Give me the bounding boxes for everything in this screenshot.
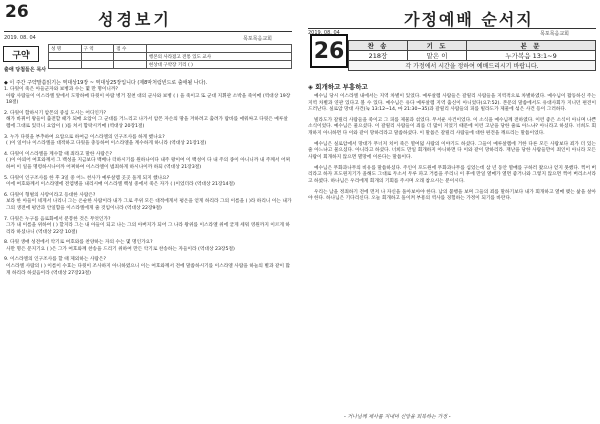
hymn-value: 218장: [349, 51, 408, 61]
question-passage: 보라 한 아들이 네게서 나리니 그는 온순한 사람이라 내가 그로 주위 모든 대적에게서 평온을 얻게 하리라 그의 이름을 ( )라 하리니 이는 내가 그의 생전에 평안과 안일함을 이스라엘에게 줄 것임이니라 (역대상 22장9절): [6, 199, 292, 211]
question-passage: ( )이 일어나 이스라엘을 대적하고 다윗을 충동하여 이스라엘을 계수하게 하니라 (역대상 21장1절): [6, 141, 207, 147]
question-item: [4, 111, 292, 131]
article-paragraph: 예수님 당시 이스라엘 내에서는 지역 차별이 있었다. 예루살렘 사람들은 갈릴리 사람들을 지역적으로 차별하였다. 예수님이 활동하신 주는 지역 차별과 연관 있다고 볼 수 있다. 예수님은 유다 예루살렘 지역 출신이 아니었다(요7:52). 본문의 말씀에서도 유대사회가 지니던 편견이 드러난다. 실로암 망대 사건(눅 13:12~14, 마 21:30~35)과 갈릴리 사람들의 피를 빌라도가 제물에 섞은 사건 등이 그러하다.: [308, 94, 596, 112]
question-item: [4, 135, 292, 148]
section-label: 구약: [3, 46, 39, 62]
question-passage: 그가 내 이름을 위하여 ( ) 할지라 그는 내 아들이 되고 나는 그의 아버지가 되어 그 나라 왕위를 이스라엘 위에 굳게 세워 영원까지 이르게 하리라 하셨나니 (역대상 22장 10절): [6, 223, 290, 235]
worship-order-header: [349, 41, 596, 51]
question-item: [4, 193, 292, 213]
notice: [4, 66, 292, 86]
question-passage: 이에 여호와께서 이스라엘에 전염병을 내리시매 이스라엘 백성 중에서 죽은 자가 ( )이었더라 (역대상 21장14절): [6, 182, 235, 188]
question-item: [4, 217, 292, 237]
question-item: [4, 257, 292, 277]
question-passage: ( )이 아뢰어 여호와께서 그 백성을 지금보다 백배나 더하시기를 원하나이다 내주 왕이여 이 백성이 다 내 주의 종이 아니니까 내 주께서 어찌하여 이 일을 명령하시나이까 어찌하여 이스라엘이 범죄하게 하시나이까 하되 (역대상 21장3절): [6, 158, 290, 170]
left-church: 목포목음교회: [243, 36, 272, 42]
header-scripture: 본 문: [467, 41, 596, 51]
question-item: [4, 176, 292, 189]
question-item: [4, 87, 292, 107]
bible-quiz-page: [0, 0, 296, 424]
question-text: 6. 다윗이 형벌의 사랑이라고 등대한 사람은?: [4, 192, 96, 198]
grade-header-cell: 성 명: [49, 45, 82, 53]
right-date: 2019. 08. 04: [308, 30, 340, 36]
question-text: 2. 다윗이 합하시기 암몬의 중심 도시는 어디인가?: [4, 110, 106, 116]
worship-order-row: [349, 51, 596, 61]
article-paragraph: 예수님은 실로암에서 망대가 무너져 치어 죽은 열여덟 사람의 이야기도 하셨다. 그들이 예루살렘에 거한 다른 모든 사람보다 죄가 더 있는 줄 아느냐고 물으셨다. 아니라고 하셨다. 너희도 만일 회개하지 아니하면 다 이와 같이 망하리라. 재난을 당한 사람들만이 죄인이 아니라 모든 사람이 회개하지 않으면 멸망에 이른다는 말씀이다.: [308, 142, 596, 160]
worship-order-table: [348, 40, 596, 71]
grade-cell[interactable]: [81, 53, 114, 61]
closing-signature: - 거나님께 제사를 지내며 신앙을 회복하는 가정 -: [344, 414, 451, 420]
article-body: [308, 94, 596, 202]
page-gutter: [298, 0, 302, 424]
notice-text: ◆ 이 주간 구약말씀읽기는 역대상19장 ~ 역대상25장입니다 (제8막처럼빈드로 출애될 나다).: [4, 80, 208, 86]
question-text: 7. 다윗은 누구를 음로화에서 분봉한 것은 무엇인가?: [4, 216, 111, 222]
question-text: 4. 다윗이 이스라엘을 계수할 때 죄라고 말한 사람은?: [4, 151, 112, 157]
question-text: 5. 다윗이 인구조사를 한 후 3일 중 어느 천사가 예루살렘 곳곳 돌게 되지 했나요?: [4, 175, 170, 181]
left-date: 2019. 08. 04: [4, 35, 36, 41]
question-item: [4, 152, 292, 172]
grade-header-cell: [146, 45, 291, 53]
scripture-value: 누가복음 13:1~9: [467, 51, 596, 61]
article-paragraph: 빌라도가 갈릴리 사람들을 죽이고 그 피를 제물과 섞었다. 무서운 사건이었다. 이 소식을 예수님께 전하였다. 이런 좋은 소식이 아니며 나쁜 소식이었다. 예수님은 물으셨다. 이 갈릴리 사람들이 죄를 더 많이 지었기 때문에 이런 고난을 당한 줄로 아느냐? 아니라고 하셨다. 너희도 회개하지 아니하면 다 이와 같이 망하리라고 말씀하셨다. 이 말씀은 갈릴리 사람들에 대한 편견을 깨뜨리는 말씀이었다.: [308, 118, 596, 136]
grade-cell: 행본의 사라졌고 전통 있도 교사: [146, 53, 291, 61]
grade-table-header: [49, 45, 292, 53]
worship-note: 각 가정에서 시간을 정하여 예배드리시기 바랍니다.: [349, 61, 596, 71]
sermon-article: [308, 84, 596, 207]
header-prayer: 기 도: [407, 41, 466, 51]
question-text: 9. 이스라엘의 인구조사를 할 때 제외하는 사람은?: [4, 257, 106, 263]
grade-table-row: [49, 53, 292, 61]
grade-cell: 현상대 구약장 기리 ( ): [146, 61, 291, 69]
grade-cell[interactable]: [114, 53, 147, 61]
question-passage: 사만 명은 문지기요 ( )은 그가 여호와께 찬송을 드리기 위하여 만든 악기로 찬송하는 자들이라 (역대상 23장5절): [6, 246, 235, 252]
left-title: 성경보기: [98, 10, 172, 29]
question-list: [4, 87, 292, 281]
article-paragraph: 예수님은 무화과나무의 비유를 말씀하셨다. 주인이 포도원에 무화과나무를 심었는데 삼 년 동안 열매를 구하러 왔으나 얻지 못했다. 찍어 버리라고 하자 포도원지기가 올해도 그대로 두소서 두루 파고 거름을 주리니 이 후에 만일 열매가 열면 좋거니와 그렇지 않으면 찍어 버리소서라고 하였다. 하나님은 우리에게 회개의 기회를 주시며 오래 참으시는 분이시다.: [308, 165, 596, 184]
family-worship-page: [304, 0, 600, 424]
header-hymn: 찬 송: [349, 41, 408, 51]
question-passage: 아람 사람들이 이스라엘 앞에서 도망하매 다윗이 아람 병거 칠천 대의 군사와 보병 ( ) 을 죽이고 또 군대 지휘관 소박을 죽이매 (역대상 19장18절): [6, 93, 291, 106]
grade-header-cell: 구 역: [81, 45, 114, 53]
article-title: ◈ 회개하고 부흥하고: [308, 83, 368, 91]
right-top-rule: [308, 28, 596, 29]
question-passage: 이스라엘 사람의 ( ) 이름이 수효는 다윗이 조사하지 아니하였으니 이는 여호와께서 전에 말씀하시기를 이스라엘 사람을 하늘의 별과 같이 많게 하리라 하셨음이라 (역대상 27장23절): [6, 264, 291, 276]
question-text: 3. 누가 다윗을 부추하여 요압으로 하여금 이스라엘의 인구조사를 하게 했나요?: [4, 134, 165, 140]
question-passage: 해가 바뀌어 왕들이 출전할 때가 되매 요압이 그 군대를 거느리고 나가서 암몬 자손의 땅을 겨하려고 출려가 랍바를 애워싸고 다윗은 예루살렘에 그대로 있더니 요압이 ( )를 쳐서 함락시키매 (역대상 20장1절): [6, 117, 288, 129]
right-church: 목포목음교회: [540, 31, 569, 37]
question-text: 8. 다윗 생애 성전에서 악기로 여호와를 찬양하는 자의 수는 몇 명인가요?: [4, 240, 153, 246]
prayer-value: 맡은 이: [407, 51, 466, 61]
notice-title: 출애 당첨들은 목사: [4, 67, 47, 73]
left-page-number: 26: [5, 2, 29, 22]
article-paragraph: 우리는 남을 정죄하기 전에 먼저 나 자신을 돌아보아야 한다. 남의 불행을 보며 그들의 죄를 말하기보다 내가 회개하고 열매 맺는 삶을 살아야 한다. 하나님은 기다리신다. 오늘 회개하고 돌이켜 부흥의 역사를 경험하는 가정이 되기를 바란다.: [308, 189, 596, 202]
left-top-rule: [4, 31, 292, 32]
grade-header-cell: 점 수: [114, 45, 147, 53]
right-page-number: 26: [310, 34, 348, 68]
grade-cell[interactable]: [49, 53, 82, 61]
question-text: 1. 다윗이 죽은 아들군자와 보병과 수는 몇 만 명이니까?: [4, 87, 118, 92]
question-item: [4, 240, 292, 253]
right-title: 가정예배 순서지: [404, 10, 534, 29]
worship-note-row: [349, 61, 596, 71]
